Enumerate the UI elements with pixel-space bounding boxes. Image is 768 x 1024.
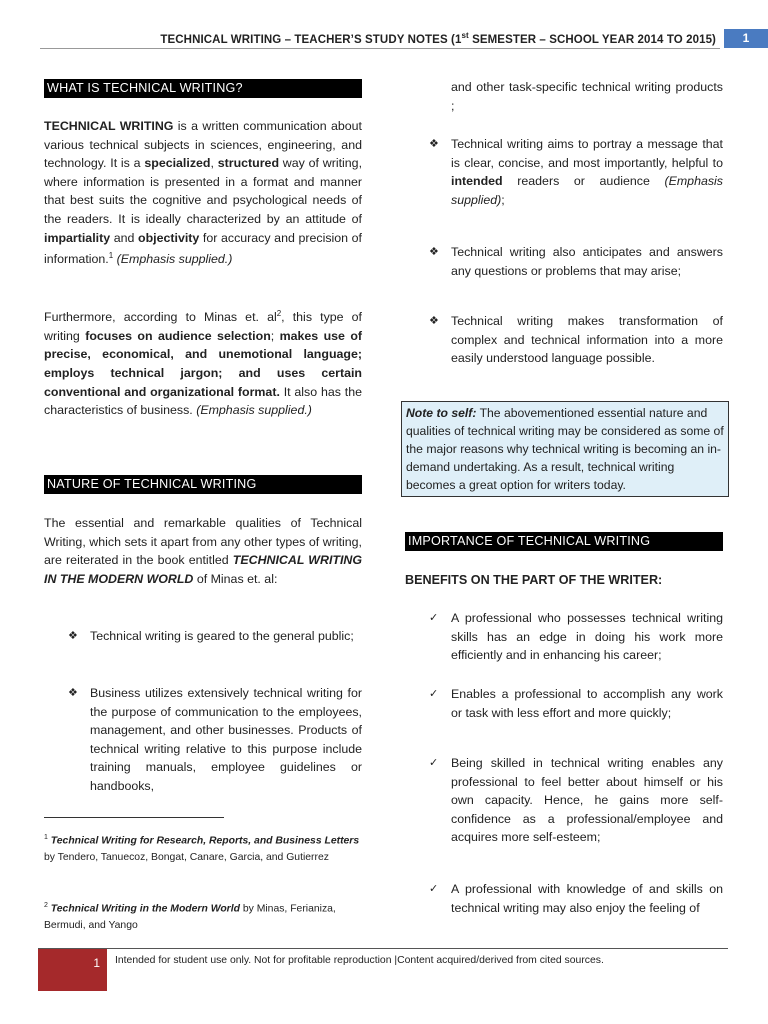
footnote-separator [44,817,224,818]
section-heading-what-is: WHAT IS TECHNICAL WRITING? [44,79,362,98]
footer-text: Intended for student use only. Not for profitable reproduction |Content acquired/derived from cited sources. [115,955,604,966]
nature-bullet: ❖ Technical writing also anticipates and answers any questions or problems that may arise; [429,245,723,278]
diamond-bullet-icon: ❖ [429,315,439,327]
diamond-bullet-icon: ❖ [68,630,78,642]
benefits-subheading: BENEFITS ON THE PART OF THE WRITER: [405,573,663,587]
diamond-bullet-icon: ❖ [429,246,439,258]
footnote-1: $^1$ Technical Writing for Research, Reports, and Business Letters by Tendero, Tanuecoz, Bongat, Canare, Garcia, and Gutierrez [44,834,360,864]
footer-page-number: 1 [38,949,107,991]
nature-bullet: ❖ Technical writing is geared to the general public; [44,627,362,646]
checkmark-icon: ✓ [429,612,439,624]
nature-bullet: ❖ Business utilizes extensively technical writing for the purpose of communication to the employees, management, and other businesses. Products of technical writing relative to this purpose include training manuals, employee guidelines or handbooks, [68,686,362,793]
footer-rule [38,948,728,949]
header-rule [40,48,720,49]
definition-paragraph: TECHNICAL WRITING is a written communication about various technical subjects in sciences, engineering, and technology. It is a specialized, structured way of writing, where information is presented in a format and manner that best suits the cognitive and psychological needs of the readers. It is ideally characterized by an attitude of impartiality and objectivity for accuracy and precision of information.$^1$ (Emphasis supplied.) [44,119,363,267]
checkmark-icon: ✓ [429,688,439,700]
diamond-bullet-icon: ❖ [429,138,439,150]
nature-paragraph: The essential and remarkable qualities of Technical Writing, which sets it apart from any other types of writing, are reiterated in the book entitled TECHNICAL WRITING IN THE MODERN WORLD of Minas et. al: [44,516,362,586]
benefit-item: ✓ A professional who possesses technical writing skills has an edge in doing his work more efficiently and in enhancing his career; [429,611,723,663]
section-heading-importance: IMPORTANCE OF TECHNICAL WRITING [405,532,723,551]
checkmark-icon: ✓ [429,757,439,769]
note-to-self-box: Note to self: The abovementioned essential nature and qualities of technical writing may be considered as some of the major reasons why technical writing is becoming an in-demand undertaking. As a result, technical writing becomes a great option for writers today. [401,401,729,497]
furthermore-paragraph: Furthermore, according to Minas et. $al^2$, this type of writing focuses on audience selection; makes use of precise, economical, and unemotional language; employs technical jargon; and uses certain conventional and organizational format. It also has the characteristics of business. (Emphasis supplied.) [44,309,363,418]
footnote-2: $^2$ Technical Writing in the Modern World by Minas, Ferianiza, Bermudi, and Yango [44,902,336,932]
importance-section [405,532,723,551]
nature-bullet: ❖ Technical writing makes transformation of complex and technical information into a more easily understood language possible. [429,314,723,366]
benefit-item: ✓ Enables a professional to accomplish any work or task with less effort and more quickly; [429,687,723,720]
checkmark-icon: ✓ [429,883,439,895]
running-header: TECHNICAL WRITING – TEACHER’S STUDY NOTES (1st SEMESTER – SCHOOL YEAR 2014 TO 2015) [160,31,716,46]
nature-section [44,475,362,494]
left-column [44,79,362,98]
header-page-number: 1 [724,29,768,48]
continuation-text: and other task-specific technical writing products ; [451,80,723,113]
benefit-item: ✓ A professional with knowledge of and skills on technical writing may also enjoy the feeling of [429,882,723,915]
benefit-item: ✓ Being skilled in technical writing enables any professional to feel better about himself or his own capacity. Hence, he gains more self-confidence as a professional/employee and acquires more self-esteem; [429,756,723,845]
diamond-bullet-icon: ❖ [68,687,78,699]
nature-bullet: ❖ Technical writing aims to portray a message that is clear, concise, and most importantly, helpful to intended readers or audience (Emphasis supplied); [429,137,723,207]
section-heading-nature: NATURE OF TECHNICAL WRITING [44,475,362,494]
